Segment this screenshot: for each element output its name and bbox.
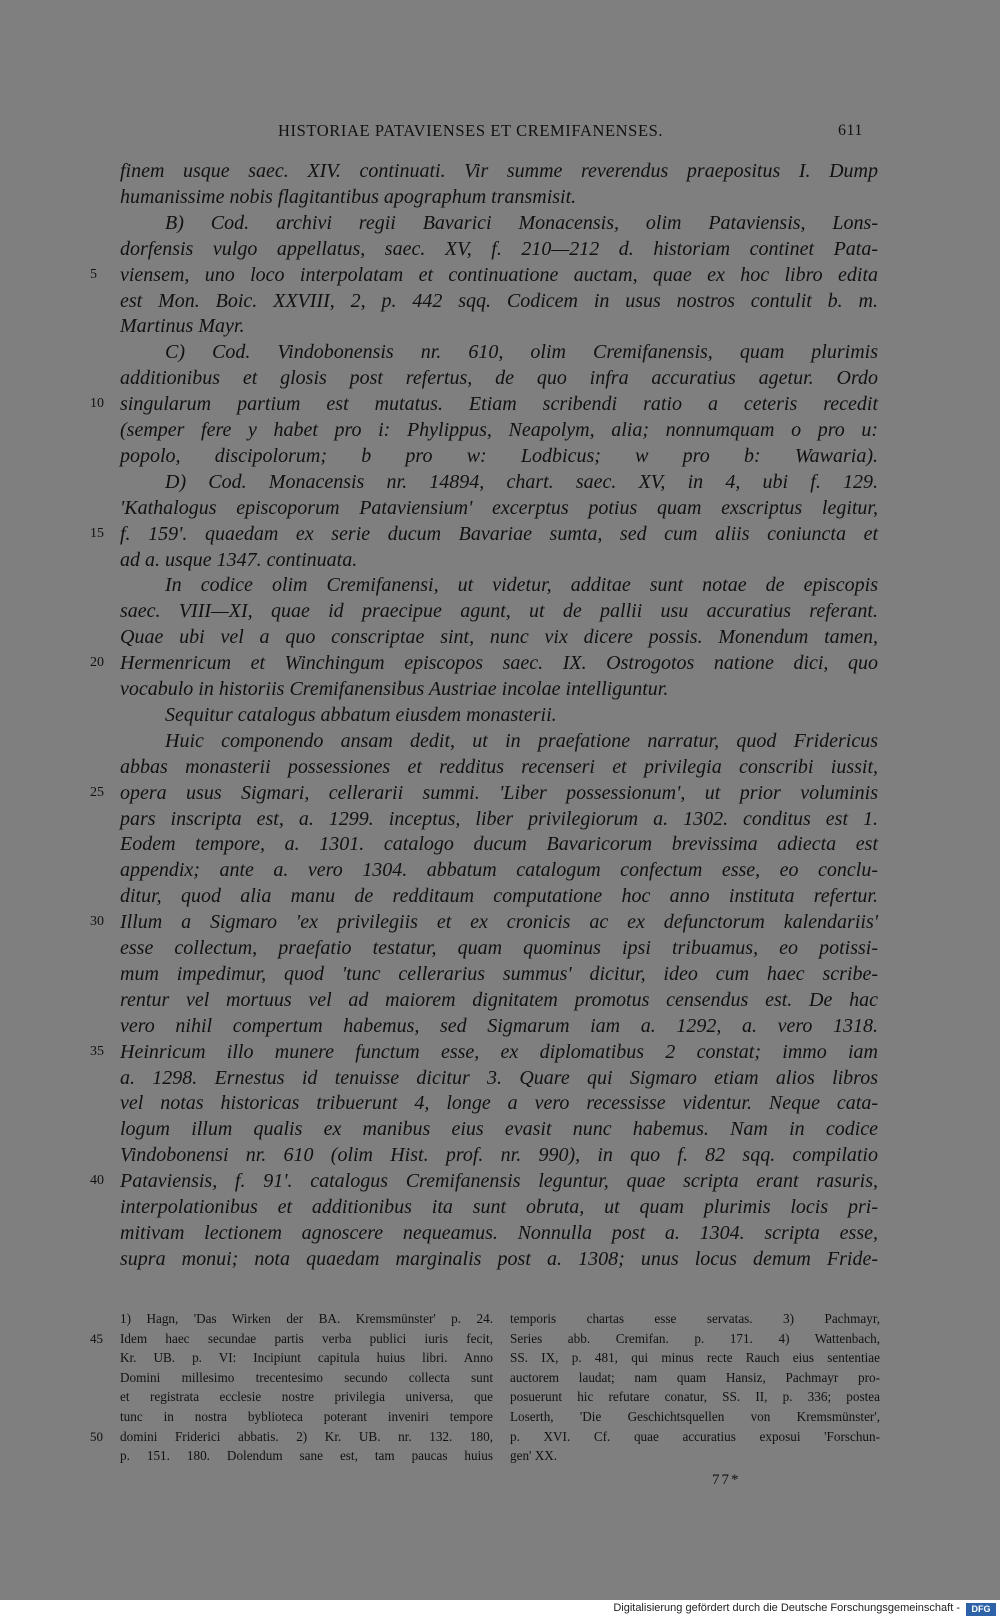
body-line: Martinus Mayr. [120, 315, 245, 338]
footnote-line-left: Kr. UB. p. VI: Incipiunt capitula huius libri. Anno [120, 1350, 493, 1366]
body-line: logum illum qualis ex manibus eius evasit nunc habemus. Nam in codice [120, 1118, 878, 1141]
footnote-line-left: domini Friderici abbatis. 2) Kr. UB. nr. 132. 180, [120, 1428, 493, 1444]
body-line: Illum a Sigmaro 'ex privilegiis et ex cronicis ac ex defunctorum kalendariis' [120, 911, 878, 934]
body-line: opera usus Sigmari, cellerarii summi. 'Liber possessionum', ut prior voluminis [120, 781, 878, 804]
line-number: 15 [90, 525, 104, 541]
body-line: C) Cod. Vindobonensis nr. 610, olim Cremifanensis, quam plurimis [165, 341, 878, 364]
footnote-line-right: auctorem laudat; nam quam Hansiz, Pachmayr pro- [510, 1369, 880, 1385]
body-line: esse collectum, praefatio testatur, quam quominus ipsi tribuamus, eo potissi- [120, 937, 878, 959]
body-line: Heinricum illo munere functum esse, ex diplomatibus 2 constat; immo iam [120, 1040, 878, 1063]
body-line: dorfensis vulgo appellatus, saec. XV, f. 210—212 d. historiam continet Pata- [120, 237, 878, 260]
body-line: supra monui; nota quaedam marginalis post a. 1308; unus locus demum Fride- [120, 1247, 878, 1270]
footnote-line-left: et registrata ecclesie nostre privilegia universa, que [120, 1389, 493, 1405]
body-line: mitivam lectionem agnoscere nequeamus. Nonnulla post a. 1304. scripta esse, [120, 1221, 878, 1244]
body-line: Hermenricum et Winchingum episcopos saec. IX. Ostrogotos natione dici, quo [120, 652, 878, 675]
body-line: vocabulo in historiis Cremifanensibus Austriae incolae intelliguntur. [120, 678, 669, 700]
footnote-line-left: tunc in nostra byblioteca poterant inveniri tempore [120, 1409, 493, 1424]
body-line: singularum partium est mutatus. Etiam scribendi ratio a ceteris recedit [120, 393, 878, 416]
footnote-line-left: 1) Hagn, 'Das Wirken der BA. Kremsmünster' p. 24. [120, 1311, 493, 1326]
body-line: pars inscripta est, a. 1299. inceptus, liber privilegiorum a. 1302. conditus est 1. [120, 807, 878, 830]
body-line: abbas monasterii possessiones et redditus recenseri et privilegia conscribi iussit, [120, 755, 878, 778]
digitization-footer [0, 1600, 1000, 1619]
line-number: 50 [90, 1428, 103, 1444]
footnote-line-left: Idem haec secundae partis verba publici iuris fecit, [120, 1330, 493, 1346]
body-line: D) Cod. Monacensis nr. 14894, chart. saec. XV, in 4, ubi f. 129. [165, 470, 878, 493]
running-title: HISTORIAE PATAVIENSES ET CREMIFANENSES. [278, 121, 664, 140]
body-line: Pataviensis, f. 91'. catalogus Cremifanensis leguntur, quae scripta erant rasuris, [120, 1170, 878, 1193]
body-line: rentur vel mortuus vel ad maiorem dignitatem promotus censendus est. De hac [120, 988, 878, 1011]
body-line: popolo, discipolorum; b pro w: Lodbicus; w pro b: Wawaria). [120, 444, 878, 467]
body-line: mum impedimur, quod 'tunc cellerarius summus' dicitur, ideo cum haec scribe- [120, 962, 878, 985]
body-line: viensem, uno loco interpolatam et continuatione auctam, quae ex hoc libro edita [120, 263, 878, 286]
body-line: humanissime nobis flagitantibus apographum transmisit. [120, 185, 577, 208]
dfg-logo: DFG [966, 1603, 996, 1616]
body-line: a. 1298. Ernestus id tenuisse dicitur 3. Quare qui Sigmaro etiam alios libros [120, 1066, 878, 1089]
body-line: vel notas historicas tribuerunt 4, longe a vero recessisse videntur. Neque cata- [120, 1092, 878, 1115]
body-line: Eodem tempore, a. 1301. catalogo ducum Bavaricorum brevissima adiecta est [120, 833, 878, 856]
page-number: 611 [838, 122, 863, 139]
line-number: 45 [90, 1330, 103, 1346]
footnote-line-right: temporis chartas esse servatas. 3) Pachmayr, [510, 1311, 880, 1326]
body-line: B) Cod. archivi regii Bavarici Monacensis, olim Pataviensis, Lons- [165, 211, 878, 234]
body-line: f. 159'. quaedam ex serie ducum Bavariae sumta, sed cum aliis coniuncta et [120, 522, 878, 545]
body-line: est Mon. Boic. XXVIII, 2, p. 442 sqq. Codicem in usus nostros contulit b. m. [120, 289, 878, 312]
body-line: 'Kathalogus episcoporum Pataviensium' excerptus potius quam exscriptus legitur, [120, 496, 878, 519]
line-number: 40 [90, 1173, 104, 1189]
body-line: finem usque saec. XIV. continuati. Vir summe reverendus praepositus I. Dump [120, 160, 878, 182]
line-number: 20 [90, 655, 104, 671]
body-line: In codice olim Cremifanensi, ut videtur, additae sunt notae de episcopis [165, 574, 878, 597]
line-number: 35 [90, 1043, 104, 1059]
body-line: vero nihil compertum habemus, sed Sigmarum iam a. 1292, a. vero 1318. [120, 1014, 878, 1037]
line-number: 5 [90, 266, 97, 282]
footnote-line-right: Series abb. Cremifan. p. 171. 4) Wattenbach, [510, 1330, 880, 1346]
body-line: ditur, quod alia manu de redditaum computatione hoc anno instituta refertur. [120, 885, 878, 908]
body-line: additionibus et glosis post refertus, de quo infra accuratius agetur. Ordo [120, 367, 878, 390]
footnote-line-left: Domini millesimo trecentesimo secundo collecta sunt [120, 1369, 493, 1385]
body-line: Quae ubi vel a quo conscriptae sint, nunc vix dicere possis. Monendum tamen, [120, 626, 878, 649]
signature-mark: 77* [712, 1472, 741, 1488]
line-number: 25 [90, 784, 104, 800]
body-line: interpolationibus et additionibus ita sunt obruta, ut quam plurimis locis pri- [120, 1196, 878, 1218]
footnote-line-right: SS. IX, p. 481, qui minus recte Rauch eius sententiae [510, 1350, 880, 1366]
body-line: saec. VIII—XI, quae id praecipue agunt, ut de pallii usu accuratius referant. [120, 600, 878, 623]
footnote-line-right: gen' XX. [510, 1448, 558, 1464]
footnote-line-left: p. 151. 180. Dolendum sane est, tam paucas huius [120, 1448, 493, 1464]
line-number: 30 [90, 914, 104, 930]
footnote-line-right: Loserth, 'Die Geschichtsquellen von Kremsmünster', [510, 1409, 880, 1424]
body-line: Sequitur catalogus abbatum eiusdem monasterii. [165, 703, 557, 726]
body-line: appendix; ante a. vero 1304. abbatum catalogum confectum esse, eo conclu- [120, 859, 878, 882]
body-line: ad a. usque 1347. continuata. [120, 548, 358, 571]
line-number: 10 [90, 396, 104, 412]
footer-credit: Digitalisierung gefördert durch die Deutsche Forschungsgemeinschaft - [613, 1602, 960, 1614]
body-line: Huic componendo ansam dedit, ut in praefatione narratur, quod Fridericus [165, 729, 878, 752]
footnote-line-right: p. XVI. Cf. quae accuratius exposui 'Forschun- [510, 1428, 880, 1444]
footnote-line-right: posuerunt hic refutare conatur, SS. II, p. 336; postea [510, 1389, 880, 1405]
body-line: Vindobonensi nr. 610 (olim Hist. prof. nr. 990), in quo f. 82 sqq. compilatio [120, 1144, 878, 1167]
body-line: (semper fere y habet pro i: Phylippus, Neapolym, alia; nonnumquam o pro u: [120, 419, 878, 441]
